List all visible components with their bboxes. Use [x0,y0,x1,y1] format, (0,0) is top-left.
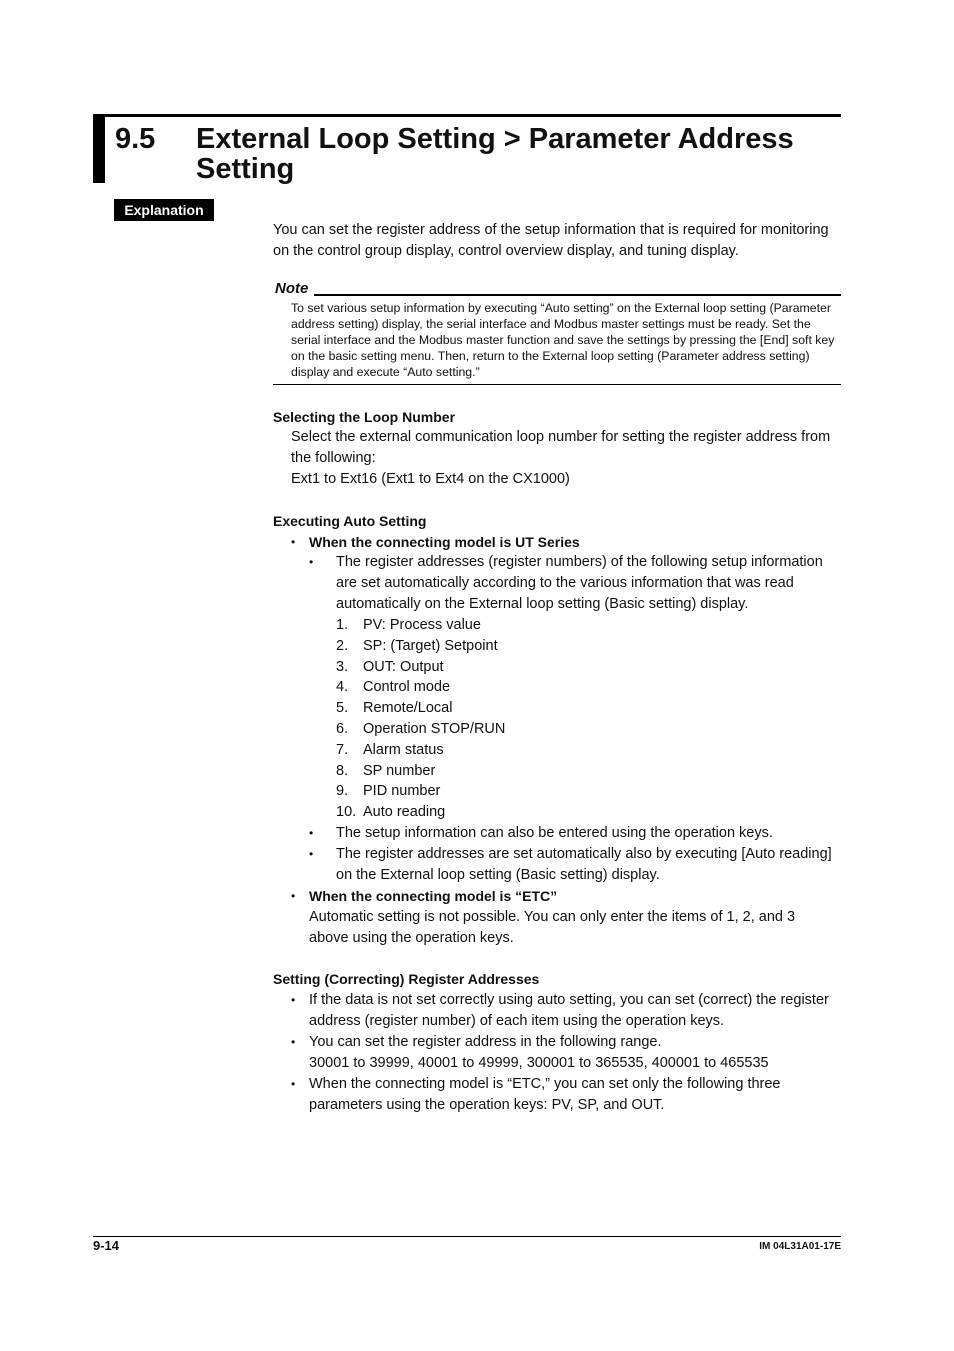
ut-text: The register addresses (register numbers) of the following setup information are set automatically according to the various information that was read automatically on the External loop setting (Basic setting) display. [336,554,823,612]
bullet: • [291,1035,296,1049]
correct-bullet-1: If the data is not set correctly using auto setting, you can set (correct) the register address (register number) of each item using the operation keys. [309,992,829,1029]
bullet: • [291,889,296,903]
list-item-number: 5. [336,700,349,716]
list-item: Operation STOP/RUN [363,721,506,737]
list-item-number: 4. [336,679,349,695]
register-range: 30001 to 39999, 40001 to 49999, 300001 to 365535, 400001 to 465535 [309,1055,769,1071]
bullet: • [309,826,314,840]
list-item: Alarm status [363,742,444,758]
note-text: To set various setup information by executing “Auto setting” on the External loop setting (Parameter address setting) display, the serial interface and Modbus master settings must be ready. Set the serial interface and the Modbus master function and save the settings by pressing the [End] soft key on the basic setting menu. Then, return to the External loop setting (Parameter address setting) display and execute “Auto setting.” [291,301,835,379]
list-item-number: 9. [336,783,349,799]
list-item: PV: Process value [363,617,481,633]
auto-heading: Executing Auto Setting [273,513,427,529]
bullet: • [291,535,296,549]
list-item: Control mode [363,679,451,695]
correct-bullet-3: When the connecting model is “ETC,” you can set only the following three parameters using the operation keys: PV, SP, and OUT. [309,1076,781,1113]
list-item: Auto reading [363,804,446,820]
note-bottom-rule [273,384,841,385]
title-top-rule [93,114,841,117]
list-item-number: 7. [336,742,349,758]
document-id: IM 04L31A01-17E [759,1241,841,1252]
intro-paragraph: You can set the register address of the setup information that is required for monitoring on the control group display, control overview display, and tuning display. [273,222,829,259]
list-item-number: 2. [336,638,349,654]
ut-keys-text: The setup information can also be entered using the operation keys. [336,825,773,841]
list-item: PID number [363,783,441,799]
list-item-number: 3. [336,659,349,675]
loop-text: Select the external communication loop number for setting the register address from the following: [291,429,831,466]
page-number: 9-14 [93,1238,120,1253]
section-number: 9.5 [115,123,156,155]
note-top-rule [314,294,841,296]
title-side-bar [93,114,105,183]
list-item: OUT: Output [363,659,444,675]
footer-rule [93,1236,841,1237]
ut-auto-text: The register addresses are set automatically also by executing [Auto reading] on the External loop setting (Basic setting) display. [336,846,832,883]
ut-heading: When the connecting model is UT Series [309,534,580,550]
correct-bullet-2: You can set the register address in the following range. [309,1034,662,1050]
list-item: Remote/Local [363,700,453,716]
list-item-number: 10. [336,804,357,820]
section-title: External Loop Setting > Parameter Address Setting [196,123,794,185]
loop-range: Ext1 to Ext16 (Ext1 to Ext4 on the CX1000) [291,471,570,487]
list-item-number: 6. [336,721,349,737]
list-item: SP number [363,763,436,779]
note-label: Note [275,280,309,297]
list-item-number: 8. [336,763,349,779]
bullet: • [291,993,296,1007]
loop-heading: Selecting the Loop Number [273,409,456,425]
explanation-badge: Explanation [114,199,214,221]
correct-heading: Setting (Correcting) Register Addresses [273,971,540,987]
bullet: • [291,1077,296,1091]
etc-text: Automatic setting is not possible. You can only enter the items of 1, 2, and 3 above using the operation keys. [309,909,796,946]
etc-heading: When the connecting model is “ETC” [309,888,558,904]
list-item: SP: (Target) Setpoint [363,638,498,654]
list-item-number: 1. [336,617,349,633]
bullet: • [309,847,314,861]
bullet: • [309,555,314,569]
